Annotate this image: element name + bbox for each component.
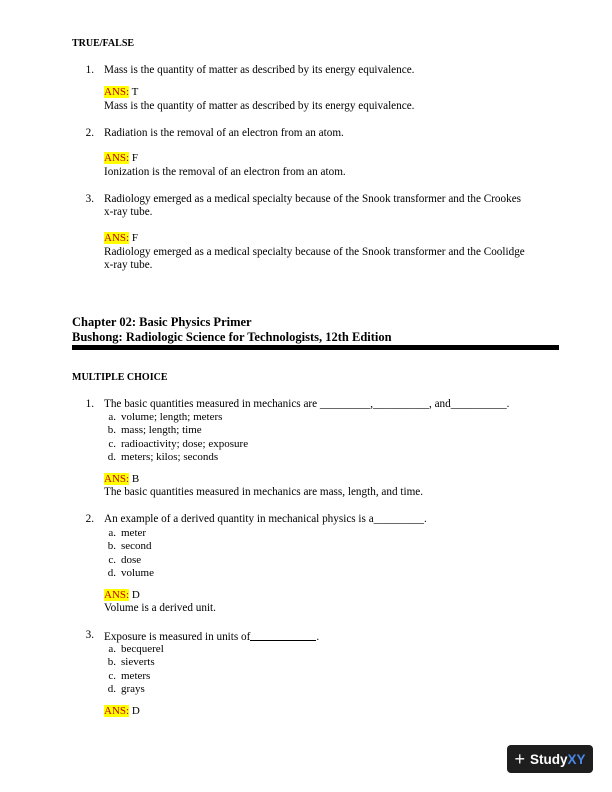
mc-text [104,629,319,644]
tf-text-line-2: x-ray tube. [104,206,153,218]
tf-text: Mass is the quantity of matter as described by its energy equivalence. [104,64,415,76]
option-text: meters [121,670,151,682]
plus-icon: + [514,749,525,769]
option-letter: d. [107,451,116,463]
option-text: second [121,540,152,552]
mc-text-post: . [316,631,320,643]
answer-value: B [131,473,140,485]
tf-explanation-3-line-1: Radiology emerged as a medical specialty because of the Snook transformer and the Coolidge [104,246,525,258]
chapter-divider [72,345,559,350]
option-text: sieverts [121,656,155,668]
mc-answer-2 [104,589,140,601]
option-text: dose [121,554,142,566]
answer-label: ANS: [104,705,130,717]
answer-blank [250,629,316,641]
mc-text-pre: Exposure is measured in units of [104,631,251,643]
option-text: meter [121,527,147,539]
mc-answer-1 [104,473,139,485]
answer-value: F [131,152,138,164]
mc-answer-3 [104,705,140,717]
answer-label: ANS: [104,86,130,98]
mc-number: 2. [85,513,94,525]
option-letter: a. [108,411,116,423]
answer-label: ANS: [104,473,130,485]
tf-text-line-1: Radiology emerged as a medical specialty because of the Snook transformer and the Crookes [104,193,522,205]
mc-number: 1. [85,398,94,410]
tf-explanation-2: Ionization is the removal of an electron from an atom. [104,166,346,178]
tf-number: 3. [85,193,94,205]
brand-name [530,752,586,767]
tf-number: 1. [85,64,94,76]
option-letter: b. [107,540,116,552]
brand-part-2: XY [567,751,586,767]
chapter-title: Chapter 02: Basic Physics Primer [72,315,252,329]
option-text: becquerel [121,643,164,655]
option-letter: c. [108,670,116,682]
chapter-subtitle: Bushong: Radiologic Science for Technologists, 12th Edition [72,330,392,344]
answer-label: ANS: [104,152,130,164]
true-false-heading: TRUE/FALSE [72,38,135,49]
option-text: grays [121,683,145,695]
option-letter: c. [108,554,116,566]
tf-text: Radiation is the removal of an electron from an atom. [104,127,344,139]
option-text: volume; length; meters [121,411,223,423]
mc-number: 3. [85,629,94,641]
answer-value: D [131,589,140,601]
brand-part-1: Study [529,751,568,767]
option-letter: b. [107,424,116,436]
tf-number: 2. [85,127,94,139]
answer-value: F [131,232,138,244]
option-text: radioactivity; dose; exposure [121,438,249,450]
tf-explanation-1: Mass is the quantity of matter as described by its energy equivalence. [104,100,415,112]
option-letter: d. [107,567,116,579]
option-letter: a. [108,643,116,655]
studyxy-badge[interactable] [507,745,593,773]
answer-value: D [131,705,140,717]
tf-answer-3 [104,232,138,244]
option-text: volume [121,567,154,579]
tf-answer-1 [104,86,138,98]
option-letter: c. [108,438,116,450]
tf-explanation-3-line-2: x-ray tube. [104,259,153,271]
tf-answer-2 [104,152,138,164]
option-letter: b. [107,656,116,668]
answer-label: ANS: [104,232,130,244]
answer-label: ANS: [104,589,130,601]
multiple-choice-heading: MULTIPLE CHOICE [72,372,168,383]
mc-explanation-2: Volume is a derived unit. [104,602,216,614]
mc-explanation-1: The basic quantities measured in mechanics are mass, length, and time. [104,486,424,498]
option-text: meters; kilos; seconds [121,451,219,463]
mc-text: An example of a derived quantity in mechanical physics is a_________. [104,513,427,525]
option-letter: a. [108,527,116,539]
mc-text: The basic quantities measured in mechanics are _________,__________, and__________. [104,398,510,410]
option-text: mass; length; time [121,424,202,436]
answer-value: T [131,86,139,98]
option-letter: d. [107,683,116,695]
